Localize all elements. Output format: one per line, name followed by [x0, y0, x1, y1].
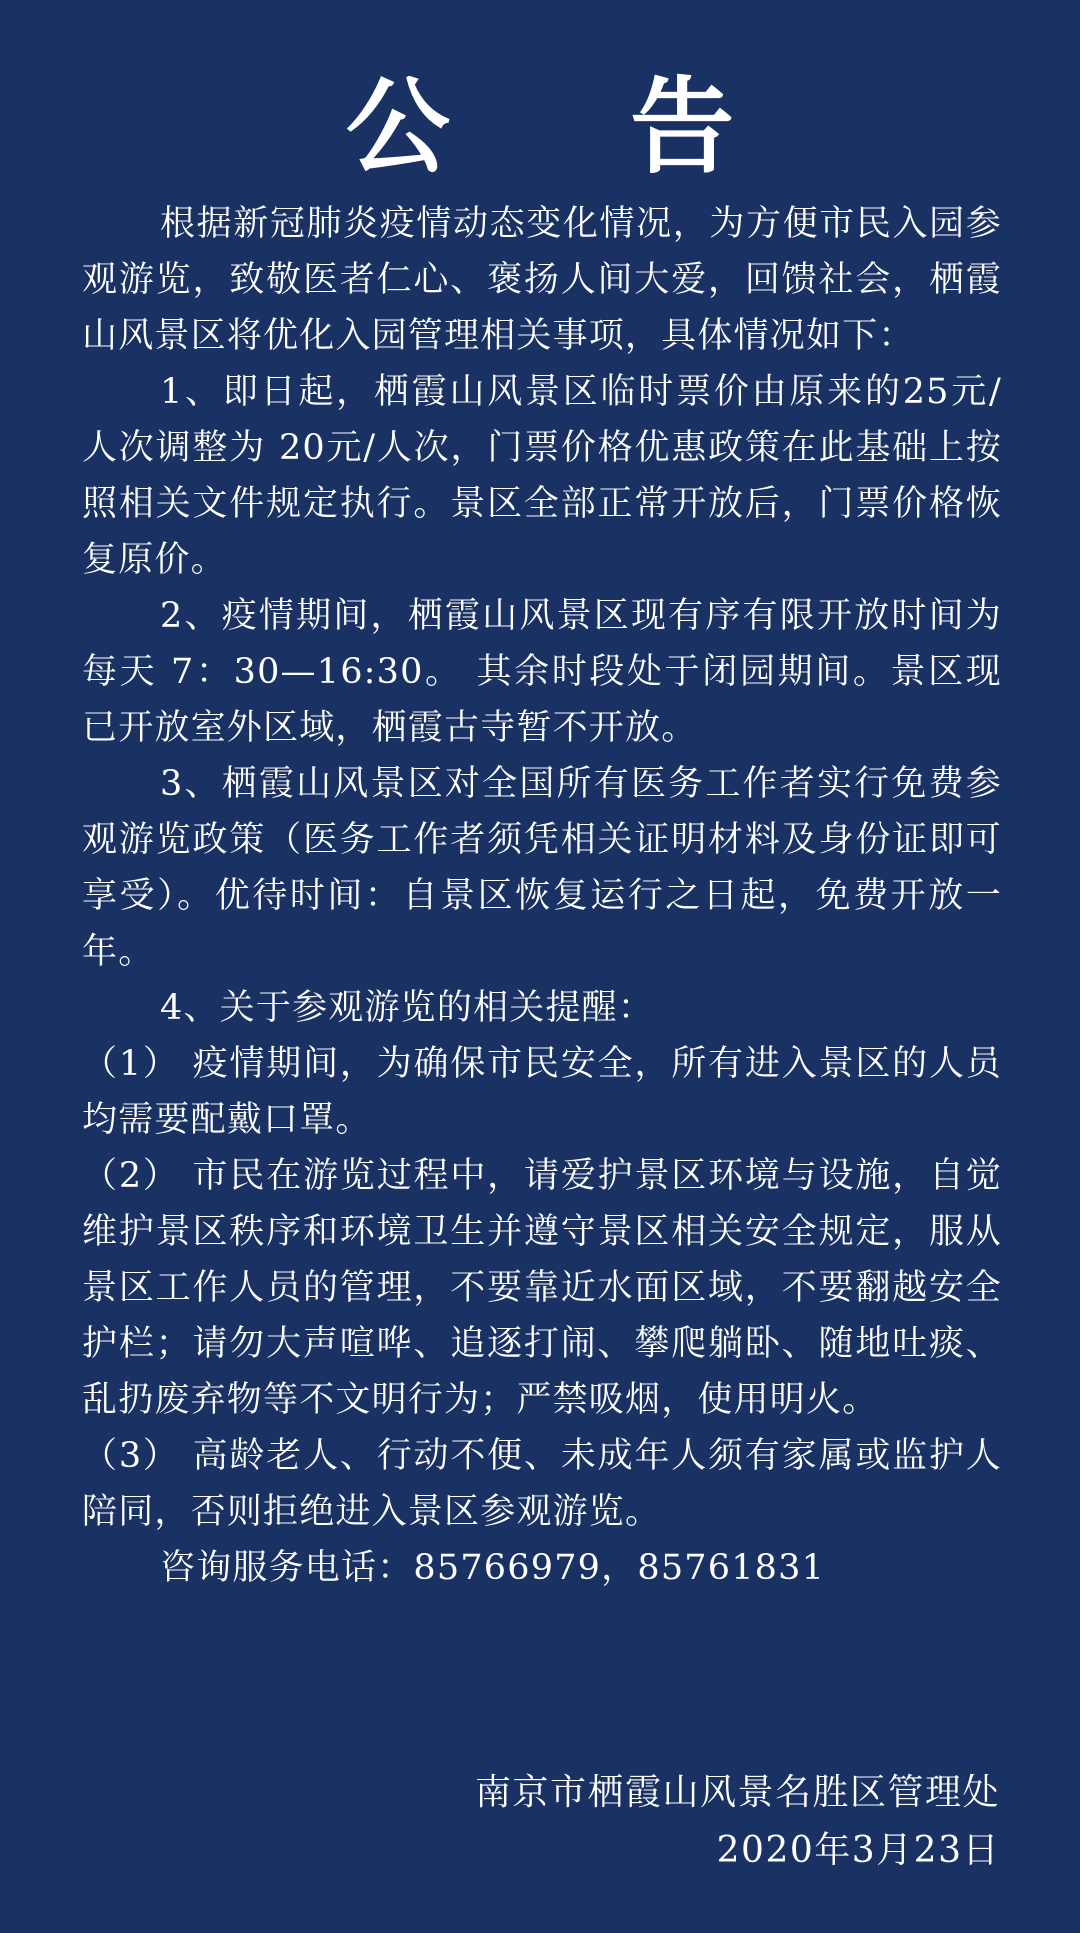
signature-block — [475, 1764, 1000, 1880]
notice-body — [82, 196, 1002, 1596]
sub-item-1-paragraph: （1） 疫情期间，为确保市民安全，所有进入景区的人员均需要配戴口罩。 — [82, 1044, 1002, 1140]
sub-item-3-paragraph: （3） 高龄老人、行动不便、未成年人须有家属或监护人陪同，否则拒绝进入景区参观游览。 — [82, 1436, 1002, 1532]
item-4-heading: 4、关于参观游览的相关提醒： — [160, 988, 655, 1028]
sub-item-2-paragraph: （2） 市民在游览过程中，请爱护景区环境与设施，自觉维护景区秩序和环境卫生并遵守景区相关安全规定，服从景区工作人员的管理，不要靠近水面区域，不要翻越安全护栏；请勿大声喧哗、追逐打闹、攀爬躺卧、随地吐痰、乱扔废弃物等不文明行为；严禁吸烟，使用明火。 — [82, 1156, 1002, 1420]
item-1-paragraph: 1、即日起，栖霞山风景区临时票价由原来的25元/人次调整为 20元/人次，门票价格优惠政策在此基础上按照相关文件规定执行。景区全部正常开放后，门票价格恢复原价。 — [82, 372, 1002, 580]
contact-phone-line: 咨询服务电话：85766979，85761831 — [160, 1548, 826, 1588]
item-3-paragraph: 3、栖霞山风景区对全国所有医务工作者实行免费参观游览政策（医务工作者须凭相关证明材料及身份证即可享受）。优待时间：自景区恢复运行之日起，免费开放一年。 — [82, 764, 1002, 972]
intro-paragraph: 根据新冠肺炎疫情动态变化情况，为方便市民入园参观游览，致敬医者仁心、褒扬人间大爱，回馈社会，栖霞山风景区将优化入园管理相关事项，具体情况如下： — [82, 204, 1002, 356]
issue-date: 2020年3月23日 — [716, 1830, 1000, 1871]
issuer-name: 南京市栖霞山风景名胜区管理处 — [474, 1772, 1000, 1813]
notice-title: 公 告 — [345, 65, 807, 188]
item-2-paragraph: 2、疫情期间，栖霞山风景区现有序有限开放时间为每天 7：30—16:30。 其余时段处于闭园期间。景区现已开放室外区域，栖霞古寺暂不开放。 — [82, 596, 1002, 748]
